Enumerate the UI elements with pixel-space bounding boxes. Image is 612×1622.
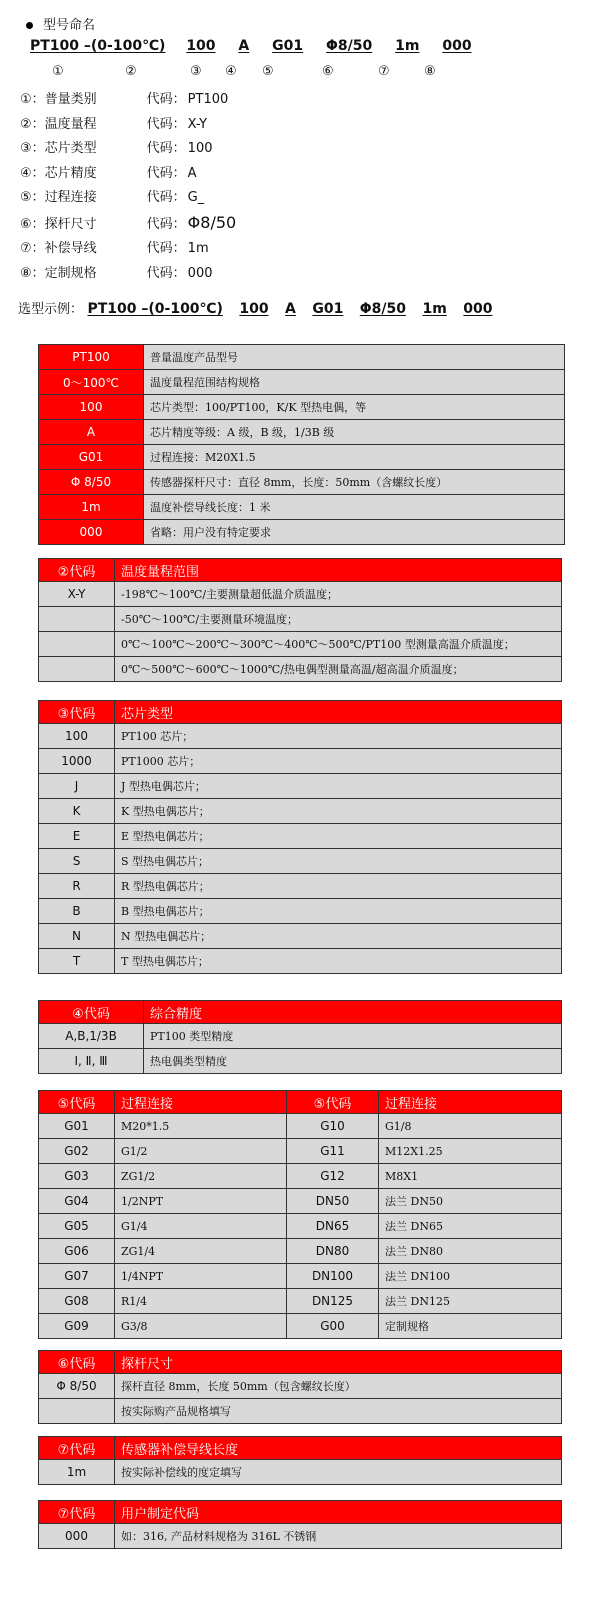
- table-row: G08 R1/4 DN125 法兰 DN125: [39, 1289, 562, 1314]
- table-row: 1m 按实际补偿线的度定填写: [39, 1460, 562, 1485]
- table-row: -50℃～100℃/主要测量环境温度；: [39, 607, 562, 632]
- table-header: ⑦代码 传感器补偿导线长度: [39, 1437, 562, 1460]
- table-row: 100 PT100 芯片；: [39, 724, 562, 749]
- table-header: ③代码 芯片类型: [39, 701, 562, 724]
- example-label: 选型示例：: [18, 302, 84, 317]
- code-legend-row: ⑦：补偿导线 代码： 1m: [20, 241, 209, 256]
- table-row: 1000 PT1000 芯片；: [39, 749, 562, 774]
- model-part: 100: [186, 38, 216, 54]
- heading-text: 型号命名: [43, 18, 96, 33]
- table-row: 0℃～500℃～600℃～1000℃/热电偶型测量高温/超高温介质温度；: [39, 657, 562, 682]
- code-legend-row: ③：芯片类型 代码： 100: [20, 141, 213, 156]
- circled-number: ②: [125, 64, 137, 79]
- lead-table: [38, 1436, 562, 1485]
- custom-table: [38, 1500, 562, 1549]
- chip-table: [38, 700, 562, 974]
- code-legend-row: ④：芯片精度 代码： A: [20, 165, 197, 181]
- table-row: K K 型热电偶芯片；: [39, 799, 562, 824]
- table-row: X-Y -198℃～100℃/主要测量超低温介质温度；: [39, 582, 562, 607]
- example-part: 1m: [422, 301, 447, 317]
- code-legend-row: ⑥：探杆尺寸 代码： Φ8/50: [20, 212, 237, 232]
- table-row: G09 G3/8 G00 定制规格: [39, 1314, 562, 1339]
- selection-example: [18, 298, 505, 317]
- table-row: A,B,1/3B PT100 类型精度: [39, 1024, 562, 1049]
- section-heading: [26, 14, 95, 33]
- model-part: 000: [442, 38, 472, 54]
- table-header: ②代码 温度量程范围: [39, 559, 562, 582]
- example-part: Φ8/50: [359, 301, 407, 317]
- circled-number: ⑥: [322, 64, 334, 79]
- table-row: S S 型热电偶芯片；: [39, 849, 562, 874]
- table-row: A 芯片精度等级：A 级，B 级，1/3B 级: [39, 420, 565, 445]
- table-row: 按实际购产品规格填写: [39, 1399, 562, 1424]
- bullet-icon: [26, 22, 33, 29]
- table-row: 0℃～100℃～200℃～300℃～400℃～500℃/PT100 型测量高温介质温度；: [39, 632, 562, 657]
- table-header: ⑦代码 用户制定代码: [39, 1501, 562, 1524]
- table-row: G05 G1/4 DN65 法兰 DN65: [39, 1214, 562, 1239]
- table-row: G03 ZG1/2 G12 M8X1: [39, 1164, 562, 1189]
- model-part: A: [238, 38, 250, 54]
- example-part: G01: [312, 301, 344, 317]
- model-format-line: [30, 38, 482, 54]
- table-header: ⑥代码 探杆尺寸: [39, 1351, 562, 1374]
- table-row: R R 型热电偶芯片；: [39, 874, 562, 899]
- table-row: 100 芯片类型：100/PT100，K/K 型热电偶，等: [39, 395, 565, 420]
- code-legend-row: ⑧：定制规格 代码： 000: [20, 265, 213, 281]
- table-row: G04 1/2NPT DN50 法兰 DN50: [39, 1189, 562, 1214]
- range-table: [38, 558, 562, 682]
- circled-number: ③: [190, 64, 202, 79]
- circled-number: ⑧: [424, 64, 436, 79]
- code-legend-row: ①：普量类别 代码： PT100: [20, 92, 229, 107]
- table-row: G02 G1/2 G11 M12X1.25: [39, 1139, 562, 1164]
- table-header: ④代码 综合精度: [39, 1001, 562, 1024]
- table-row: 1m 温度补偿导线长度：1 米: [39, 495, 565, 520]
- model-part: Φ8/50: [326, 38, 373, 54]
- table-row: G01 M20*1.5 G10 G1/8: [39, 1114, 562, 1139]
- circled-number: ④: [225, 64, 237, 79]
- circled-number: ⑦: [378, 64, 390, 79]
- table-row: G07 1/4NPT DN100 法兰 DN100: [39, 1264, 562, 1289]
- probe-table: [38, 1350, 562, 1424]
- example-part: 000: [463, 301, 493, 317]
- table-row: N N 型热电偶芯片；: [39, 924, 562, 949]
- circled-number: ①: [52, 64, 64, 79]
- accuracy-table: [38, 1000, 562, 1074]
- table-row: J J 型热电偶芯片；: [39, 774, 562, 799]
- model-part: PT100 –(0-100℃): [30, 38, 166, 54]
- code-legend: [20, 88, 236, 286]
- example-part: PT100 –(0-100℃): [87, 301, 223, 317]
- table-row: 0～100℃ 温度量程范围结构规格: [39, 370, 565, 395]
- table-row: 000 省略：用户没有特定要求: [39, 520, 565, 545]
- table-header: ⑤代码 过程连接 ⑤代码 过程连接: [39, 1091, 562, 1114]
- code-legend-row: ②：温度量程 代码： X-Y: [20, 116, 208, 132]
- table-row: T T 型热电偶芯片；: [39, 949, 562, 974]
- table-row: E E 型热电偶芯片；: [39, 824, 562, 849]
- table-row: G01 过程连接：M20X1.5: [39, 445, 565, 470]
- example-part: 100: [239, 301, 269, 317]
- code-legend-row: ⑤：过程连接 代码： G_: [20, 190, 205, 205]
- table-row: G06 ZG1/4 DN80 法兰 DN80: [39, 1239, 562, 1264]
- table-row: Φ 8/50 探杆直径 8mm，长度 50mm（包含螺纹长度）: [39, 1374, 562, 1399]
- table-row: PT100 普量温度产品型号: [39, 345, 565, 370]
- connection-table: [38, 1090, 562, 1339]
- summary-table: [38, 344, 565, 545]
- table-row: Ⅰ, Ⅱ, Ⅲ 热电偶类型精度: [39, 1049, 562, 1074]
- example-part: A: [285, 301, 296, 317]
- circled-number: ⑤: [262, 64, 274, 79]
- table-row: B B 型热电偶芯片；: [39, 899, 562, 924]
- model-part: 1m: [395, 38, 420, 54]
- table-row: Φ 8/50 传感器探杆尺寸：直径 8mm，长度：50mm（含螺纹长度）: [39, 470, 565, 495]
- table-row: 000 如：316, 产品材料规格为 316L 不锈钢: [39, 1524, 562, 1549]
- model-part: G01: [272, 38, 304, 54]
